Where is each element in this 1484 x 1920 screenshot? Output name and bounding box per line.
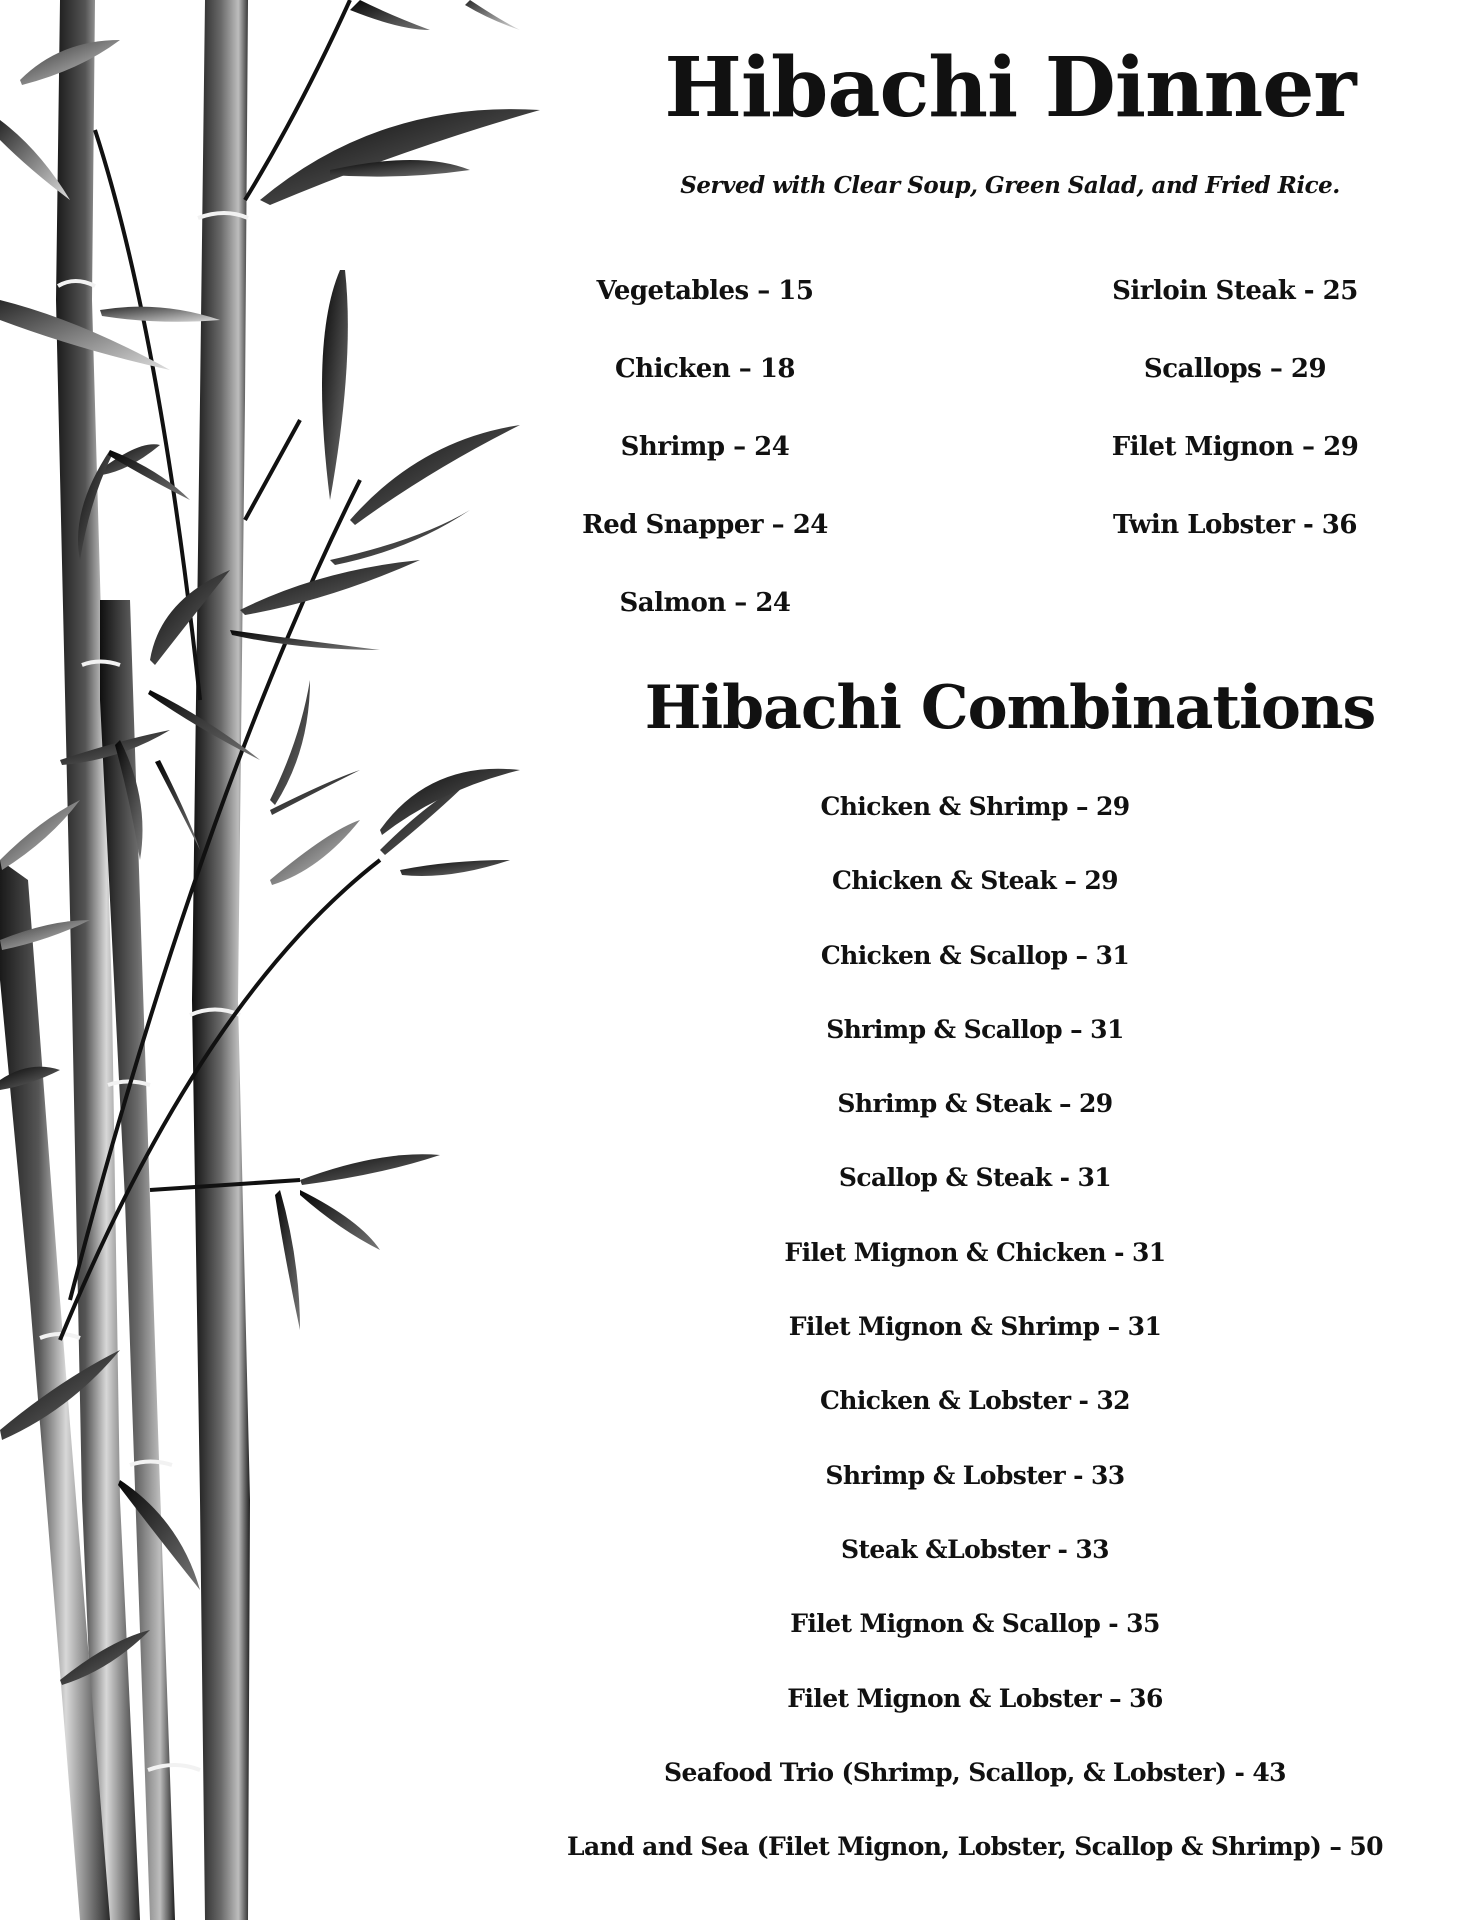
combo-item: Chicken & Steak – 29	[832, 866, 1118, 896]
combo-item: Filet Mignon & Lobster – 36	[787, 1683, 1163, 1713]
dinner-list-left	[560, 276, 850, 666]
combo-item: Seafood Trio (Shrimp, Scallop, & Lobster) - 43	[664, 1757, 1286, 1787]
combo-item: Chicken & Lobster - 32	[820, 1386, 1130, 1416]
dinner-item: Filet Mignon – 29	[1111, 432, 1359, 462]
dinner-list-right	[1080, 276, 1390, 588]
combo-item: Filet Mignon & Shrimp – 31	[788, 1312, 1162, 1342]
dinner-item: Chicken – 18	[614, 354, 796, 384]
combo-item: Filet Mignon & Scallop - 35	[790, 1609, 1160, 1639]
combinations-list	[560, 792, 1390, 1906]
dinner-item: Red Snapper – 24	[582, 510, 828, 540]
combo-item: Chicken & Scallop – 31	[820, 940, 1130, 970]
menu-content	[560, 0, 1460, 1920]
combo-item: Shrimp & Lobster - 33	[825, 1460, 1125, 1490]
dinner-item: Sirloin Steak - 25	[1112, 276, 1358, 306]
combo-item: Scallop & Steak - 31	[838, 1163, 1112, 1193]
bamboo-illustration	[0, 0, 560, 1920]
combo-item: Filet Mignon & Chicken - 31	[784, 1237, 1166, 1267]
combo-item: Shrimp & Scallop – 31	[826, 1014, 1124, 1044]
combo-item: Shrimp & Steak – 29	[837, 1089, 1113, 1119]
dinner-subtitle: Served with Clear Soup, Green Salad, and Fried Rice.	[680, 172, 1340, 199]
combo-item: Chicken & Shrimp – 29	[820, 792, 1130, 821]
combo-item: Land and Sea (Filet Mignon, Lobster, Scallop & Shrimp) – 50	[567, 1832, 1383, 1862]
combinations-title: Hibachi Combinations	[644, 673, 1376, 743]
dinner-title: Hibachi Dinner	[664, 40, 1356, 136]
dinner-item: Scallops – 29	[1143, 354, 1327, 384]
dinner-item: Twin Lobster - 36	[1113, 510, 1357, 540]
combo-item: Steak &Lobster - 33	[841, 1534, 1109, 1564]
dinner-item: Shrimp – 24	[620, 432, 790, 462]
dinner-item: Vegetables – 15	[596, 276, 814, 306]
dinner-item: Salmon – 24	[619, 588, 791, 618]
